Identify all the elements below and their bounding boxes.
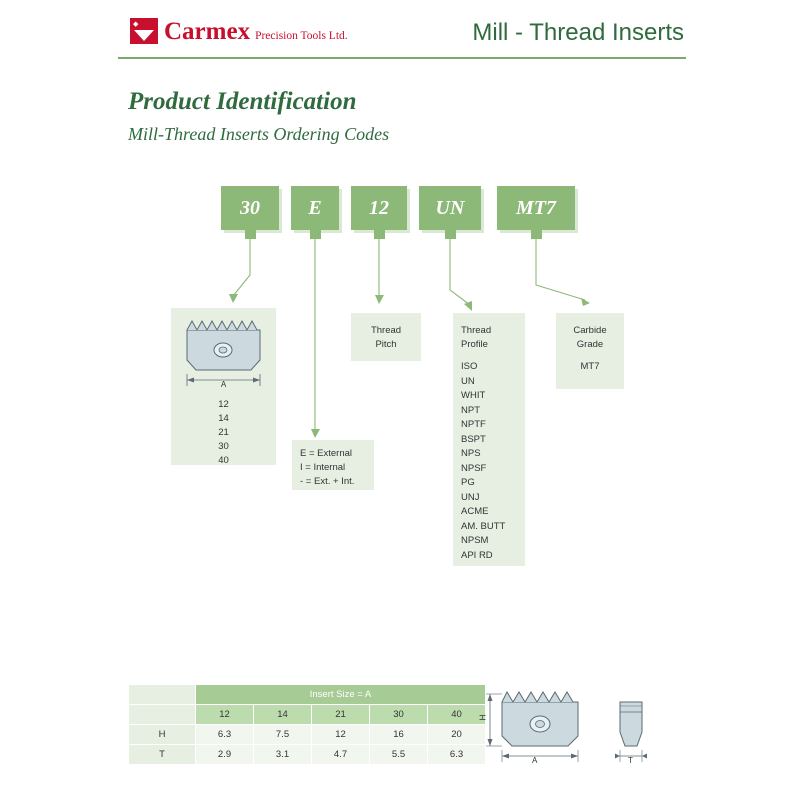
insert-size-value: 12 [218,399,229,410]
thread-profile-value: API RD [461,549,493,561]
table-corner-cell [129,685,196,705]
thread-profile-value: UN [461,375,475,387]
brand-name: Carmex [164,18,251,45]
table-row [129,745,486,765]
table-cell: 16 [370,725,428,745]
thread-pitch-lines [351,324,421,352]
thread-profile-value: NPS [461,448,481,459]
table-cell: 20 [428,725,486,745]
table-cell: 2.9 [196,745,254,765]
thread-profile-value: NPTF [461,419,486,430]
dimension-label-a: A [532,756,538,765]
insert-size-value: 14 [218,413,229,424]
page-subtitle: Mill-Thread Inserts Ordering Codes [128,124,390,144]
carmex-logo-icon [130,18,158,44]
table-row [129,705,486,725]
thread-profile-value: ACME [461,506,489,517]
logo-triangle-icon [134,30,154,41]
thread-pitch-panel [351,313,421,361]
table-size-header: 40 [428,705,486,725]
logo-glyph: ◆ [133,20,139,28]
thread-profile-value: BSPT [461,433,486,445]
insert-drawing [171,308,276,396]
table-row-label: H [129,725,196,745]
thread-profile-value: ISO [461,361,478,372]
insert-dimension-drawings [480,680,670,770]
insert-type-line: E = External [300,448,353,459]
thread-profile-heading-line: Thread [461,325,492,336]
thread-profile-value: NPSF [461,462,487,474]
table-cell: 6.3 [196,725,254,745]
table-size-header: 21 [312,705,370,725]
thread-profile-value: WHIT [461,390,486,401]
carbide-grade-heading-line: Grade [576,339,604,350]
thread-profile-value: AM. BUTT [461,520,506,532]
table-cell: 3.1 [254,745,312,765]
table-size-header: 14 [254,705,312,725]
insert-size-values [171,398,276,468]
code-box-type [291,186,339,230]
table-size-header: 12 [196,705,254,725]
insert-size-value: 40 [218,455,229,466]
thread-profile-heading-line: Profile [461,339,488,350]
thread-profile-value: UNJ [461,491,480,503]
carbide-grade-value: MT7 [580,361,600,372]
page-header [0,0,789,58]
code-box-tab [374,230,385,239]
code-box-tab [245,230,256,239]
insert-type-lines [300,447,354,489]
carbide-grade-heading-line: Carbide [573,325,607,336]
brand-logo [130,18,348,44]
code-box-label: 12 [369,196,389,219]
table-cell: 6.3 [428,745,486,765]
code-box-tab [310,230,321,239]
code-box-size [221,186,279,230]
code-box-label: E [308,196,322,219]
table-row [129,685,486,705]
thread-profile-panel [453,313,525,566]
code-box-label: MT7 [516,196,556,219]
table-group-header: Insert Size = A [196,685,486,705]
page-title: Product Identification [128,88,357,115]
insert-size-panel [171,308,276,465]
dimension-label-t: T [628,756,633,765]
thread-pitch-line: Pitch [375,339,397,350]
thread-profile-value: PG [461,477,475,488]
code-box-pitch [351,186,407,230]
carbide-grade-heading [556,324,624,352]
carbide-grade-panel [556,313,624,389]
carbide-grade-values [556,360,624,374]
thread-pitch-line: Thread [370,325,402,336]
table-size-header: 30 [370,705,428,725]
thread-profile-value: NPSM [461,535,489,546]
table-cell: 5.5 [370,745,428,765]
insert-size-value: 21 [218,427,229,438]
code-box-tab [531,230,542,239]
table-cell: 12 [312,725,370,745]
dimension-label-a: A [220,380,227,389]
table-cell: 7.5 [254,725,312,745]
table-row-label: T [129,745,196,765]
code-box-tab [445,230,456,239]
thread-profile-values [461,360,505,563]
table-cell: 4.7 [312,745,370,765]
code-box-profile [419,186,481,230]
thread-profile-heading [461,324,491,352]
header-title: Mill - Thread Inserts [472,19,684,46]
code-box-grade [497,186,575,230]
header-divider [118,57,686,59]
code-box-label: 30 [240,196,260,219]
table-corner-cell-2 [129,705,196,725]
insert-type-line: - = Ext. + Int. [300,476,355,487]
table-row [129,725,486,745]
insert-type-panel [292,440,374,490]
insert-size-value: 30 [218,441,229,452]
code-box-label: UN [435,196,465,219]
thread-profile-value: NPT [461,404,480,416]
insert-type-line: I = Internal [300,462,346,473]
dimension-label-h: H [478,714,488,721]
brand-subtitle: Precision Tools Ltd. [255,29,348,42]
dimension-table [128,684,486,765]
